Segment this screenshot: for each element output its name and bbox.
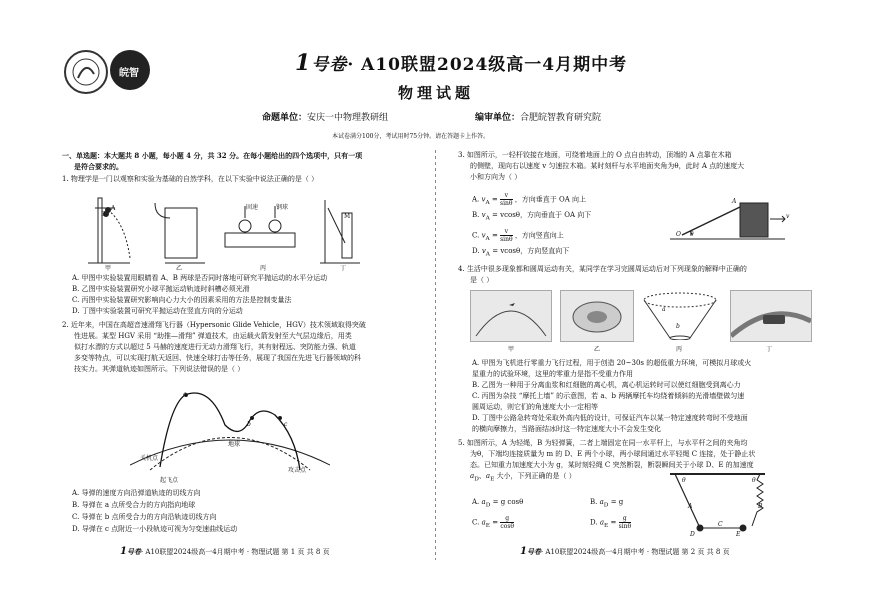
paper-subtitle: 物理试题 — [398, 84, 475, 102]
q1-label-a: A — [111, 205, 116, 212]
q5-label-c: C — [718, 521, 723, 528]
footer-left — [120, 546, 330, 557]
q5-option-a-letter: A. — [472, 498, 480, 506]
q4-photo-yi — [560, 290, 634, 342]
q2-label-c: c — [284, 421, 288, 428]
footer-left-text: · A10联盟2024级高一4月期中考 · 物理试题 第 1 页 共 8 页 — [140, 548, 330, 556]
q1-label-shoot: 钢球 — [276, 204, 289, 211]
editor-name: 合肥皖智教育研究院 — [520, 113, 602, 123]
q3-label-o: O — [676, 231, 681, 238]
q3-option-d-letter: D. — [472, 247, 480, 255]
q3-option-b-sub: A — [485, 215, 490, 222]
editor-line — [475, 110, 601, 123]
q4-option-a-2: 星重力的试验环境，这里的零重力是指不受重力作用 — [472, 370, 633, 378]
q2-stem-1: 2. 近年来，中国在高超音速滑翔飞行器（Hypersonic Glide Vehicle，HGV）技术领域取得突破 — [62, 321, 366, 329]
q2-stem-2: 性进展。某型 HGV 采用 “助推—滑翔” 弹道技术，由运载火箭发射至大气层边缘后，用类 — [74, 332, 352, 340]
proposer-label: 命题单位： — [262, 113, 308, 123]
q3-option-b-letter: B. — [472, 211, 480, 219]
q2-stem-3: 似打水漂的方式以超过 5 马赫的速度进行无动力滑翔飞行，其有射程远、突防能力强、轨道 — [74, 343, 356, 351]
q3-option-a-lhs: v — [481, 195, 486, 204]
q1-option-a: A. 甲图中实验装置用眼睛看 A、B 两球是否同时落地可研究平抛运动的水平分运动 — [72, 274, 328, 282]
q1-caption-yi: 乙 — [176, 265, 183, 272]
q5-option-d-sub: E — [604, 522, 609, 529]
q3-option-c-num: v — [500, 228, 512, 236]
q5-option-d: D. $a_E$ = $\frac{g}{\sin\theta}$ — [590, 515, 632, 530]
fig-yi — [155, 203, 205, 263]
q4-option-c-1: C. 丙图为杂技 “摩托上墙” 的示意图，若 a、b 两辆摩托车均绕着倾斜的光滑墙壁做匀速 — [472, 392, 745, 400]
q3-stem-3: 小和方向为（ ） — [470, 173, 522, 181]
q4-option-d-2: 的横向摩擦力，当路面结冰时这一特定速度大小不会发生变化 — [472, 425, 661, 433]
q5-stem-1: 5. 如图所示，A 为轻绳，B 为轻弹簧，二者上端固定在同一水平杆上，与水平杆之间的夹角均 — [458, 439, 748, 447]
q4-option-d-1: D. 丁图中公路急转弯处采取外高内低的设计，可保证汽车以某一特定速度转弯时不受地面 — [472, 414, 748, 422]
q1-caption-ding: 丁 — [340, 265, 347, 272]
school-logo-left — [64, 50, 108, 94]
q3-option-c-letter: C. — [472, 231, 480, 240]
q5-stem-tail: 大小，下列正确的是（ ） — [496, 472, 576, 480]
brand-glyph: 1 — [295, 50, 312, 76]
q3-option-d — [472, 246, 569, 260]
proposer-line — [262, 110, 388, 123]
school-logo-right — [110, 50, 150, 90]
q1-figures — [70, 188, 360, 270]
q1-label-m: M — [344, 213, 351, 220]
q5-accel-symbol-d: a — [470, 472, 475, 480]
q3-option-c-den: sinθ — [500, 236, 513, 243]
q5-option-d-num: g — [619, 515, 631, 523]
q5-option-b-var: a — [599, 498, 604, 506]
q2-label-launch: 起飞点 — [160, 477, 179, 484]
q3-option-a-num: v — [500, 192, 512, 200]
q3-option-a-tail: ，方向垂直于 OA 向上 — [514, 195, 586, 204]
q2-label-b: b — [247, 421, 251, 428]
q1-stem: 1. 物理学是一门以观察和实验为基础的自然学科，在以下实验中说法正确的是（ ） — [62, 175, 319, 183]
q3-option-d-sub: A — [485, 251, 491, 258]
q2-option-a: A. 导弹的速度方向沿弹道轨迹的切线方向 — [72, 489, 201, 497]
exam-title: · A10联盟2024级高一4月期中考 — [347, 55, 628, 75]
q3-option-d-var: v — [481, 247, 486, 255]
footer-right-text: · A10联盟2024级高一4月期中考 · 物理试题 第 2 页 共 8 页 — [540, 548, 730, 556]
q5-stem-3: 态。已知重力加速度大小为 g，某时刻轻绳 C 突然断裂，断裂瞬间关于小球 D、E 的加速度 — [470, 461, 754, 469]
q3-option-c: C. $v_A$ = $\frac{v}{\sin\theta}$ ，方向竖直向上 — [472, 228, 564, 243]
q2-label-target: 攻击点 — [288, 467, 307, 474]
q2-option-c: C. 导弹在 b 点所受合力的方向沿轨迹切线方向 — [72, 513, 217, 521]
q3-label-a: A — [732, 198, 737, 205]
brand-name: 号卷 — [311, 55, 348, 75]
brand-mark — [295, 50, 627, 76]
q3-stem-2: 的侧壁，现向右以速度 v 匀速拉木箱。某时刻杆与水平地面夹角为θ，此时 A 点的速度大 — [470, 162, 745, 170]
q3-option-b — [472, 210, 591, 224]
footer-right-glyph: 1 — [520, 546, 527, 557]
q5-option-d-den: sinθ — [618, 523, 632, 530]
car-turn-icon — [731, 291, 811, 341]
q2-stem-4: 多变等特点，可以实现打航天返回、快速全球打击等任务，展现了我国在先进飞行器领域的科 — [74, 354, 361, 362]
centrifuge-icon — [561, 291, 633, 341]
q5-option-a-rest: = g cosθ — [490, 498, 524, 506]
footer-left-brand: 号卷 — [126, 547, 141, 556]
q4-photo-jia — [470, 290, 552, 342]
q3-option-b-var: v — [481, 211, 486, 219]
fig-bing — [225, 206, 295, 247]
q5-option-b-sub: D — [603, 502, 609, 509]
q2-label-earth: 地球 — [228, 441, 241, 448]
q3-stem-1: 3. 如图所示，一轻杆铰接在地面，可绕着地面上的 O 点自由转动，顶端的 A 点靠在木箱 — [458, 151, 732, 159]
q4-caption-jia: 甲 — [508, 346, 515, 353]
q5-option-d-var: a — [599, 518, 605, 527]
q5-label-theta2: θ — [752, 477, 756, 484]
q2-label-a: a — [183, 391, 187, 398]
q4-stem-2: 是（ ） — [470, 276, 494, 284]
q5-label-d: D — [690, 531, 695, 538]
q3-option-c-lhs: v — [481, 231, 486, 240]
q4-label-a: a — [662, 306, 666, 313]
q2-option-d: D. 导弹在 c 点附近一小段轨迹可视为匀变速曲线运动 — [72, 525, 238, 533]
q5-label-theta1: θ — [682, 477, 686, 484]
fig-jia — [88, 198, 130, 263]
q4-caption-yi: 乙 — [594, 346, 601, 353]
column-divider — [435, 150, 436, 560]
q2-label-stage: 关机点 — [140, 455, 159, 462]
q1-option-b: B. 乙图中实验装置研究小球平抛运动轨迹时斜槽必须光滑 — [72, 285, 250, 293]
q3-option-a-den: sinθ — [500, 200, 513, 207]
q1-option-c: C. 丙图中实验装置研究影响向心力大小的因素采用的方法是控制变量法 — [72, 296, 292, 304]
q5-label-a: A — [688, 503, 693, 510]
q3-option-a-sub: A — [485, 199, 490, 206]
q5-label-e: E — [736, 531, 741, 538]
q1-caption-jia: 甲 — [105, 265, 112, 272]
q4-stem-1: 4. 生活中很多现象都和圆周运动有关，某同学在学习完圆周运动后对下列现象的解释中正确的 — [458, 265, 747, 273]
footer-right — [520, 546, 730, 557]
q5-label-b: B — [758, 503, 763, 510]
q4-option-a-1: A. 甲图为飞机进行零重力飞行过程，用于创造 20~30s 的超低重力环境，可模拟月球或火 — [472, 359, 752, 367]
exam-note: 本试卷满分100分，考试用时75分钟。请在答题卡上作答。 — [332, 133, 490, 140]
section1-heading: 一、单选题：本大题共 8 小题，每小题 4 分，共 32 分。在每小题给出的四个选项中，只有一项 — [62, 151, 363, 160]
q2-stem-5: 技实力。其弹道轨迹如图所示。下列说法错误的是（ ） — [74, 365, 245, 373]
q4-label-b: b — [676, 323, 680, 330]
q5-option-a-var: a — [481, 498, 486, 506]
editor-label: 编审单位： — [475, 113, 521, 123]
q5-option-a-sub: D — [485, 502, 491, 509]
section1-heading-2: 是符合要求的。 — [74, 162, 123, 171]
school-seal-icon — [66, 52, 106, 92]
q4-photo-bing — [640, 290, 720, 340]
q4-caption-bing: 丙 — [676, 346, 683, 353]
q3-option-c-tail: ，方向竖直向上 — [514, 231, 564, 240]
q3-option-a-letter: A. — [472, 195, 480, 204]
q3-option-a: A. $v_A$ = $\frac{v}{\sin\theta}$ ，方向垂直于 OA 向上 — [472, 192, 586, 207]
q1-label-b: B — [101, 211, 106, 218]
q5-stem-2: 为θ，下端均连接质量为 m 的 D、E 两个小球，两小球间通过水平轻绳 C 连接，处于静止状 — [470, 450, 756, 458]
footer-right-brand: 号卷 — [526, 547, 541, 556]
parabolic-flight-icon — [471, 291, 551, 341]
motorcycle-wall-icon — [640, 290, 720, 340]
q5-stem-4: $a_D$、$a_E$ 大小，下列正确的是（ ） — [470, 472, 576, 483]
q5-option-a — [472, 497, 523, 511]
q3-figure — [670, 195, 790, 245]
q3-option-b-rest: = vcosθ，方向垂直于 OA 向下 — [489, 211, 592, 219]
q3-label-theta: θ — [690, 231, 694, 238]
q1-caption-bing: 丙 — [260, 265, 267, 272]
q1-label-clip: 固速 — [246, 204, 259, 211]
logo-right-text: 皖智 — [119, 68, 139, 79]
q4-photo-ding — [730, 290, 812, 342]
q5-option-c-den: cosθ — [500, 523, 515, 530]
q5-option-b-rest: = g — [608, 498, 624, 506]
q4-caption-ding: 丁 — [766, 346, 773, 353]
proposer-name: 安庆一中物理教研组 — [307, 113, 389, 123]
q4-option-c-2: 圆周运动，则它们的角速度大小一定相等 — [472, 403, 598, 411]
q3-option-d-rest: = vcosθ，方向竖直向下 — [490, 247, 570, 255]
q3-option-c-sub: A — [485, 235, 490, 242]
fig-ding — [320, 200, 360, 263]
q5-option-c-letter: C. — [472, 518, 480, 527]
q5-accel-symbol-e: a — [485, 472, 491, 480]
footer-left-glyph: 1 — [120, 546, 127, 557]
q4-option-b: B. 乙图为一种用于分离血浆和红细胞的离心机，离心机运转时可以使红细胞受到离心力 — [472, 381, 741, 389]
q5-option-b — [590, 497, 623, 511]
q2-option-b: B. 导弹在 a 点所受合力的方向指向地球 — [72, 501, 196, 509]
q3-label-v: v — [786, 213, 790, 220]
q5-option-c-var: a — [481, 518, 486, 527]
q5-option-b-letter: B. — [590, 498, 598, 506]
q5-option-c-num: g — [500, 515, 514, 523]
q5-option-c-sub: E — [485, 522, 491, 529]
q5-option-d-letter: D. — [590, 518, 598, 527]
q1-option-d: D. 丁图中实验装置可研究平抛运动在竖直方向的分运动 — [72, 307, 243, 315]
q5-option-c: C. $a_E$ = $\frac{g}{\cos\theta}$ — [472, 515, 515, 530]
